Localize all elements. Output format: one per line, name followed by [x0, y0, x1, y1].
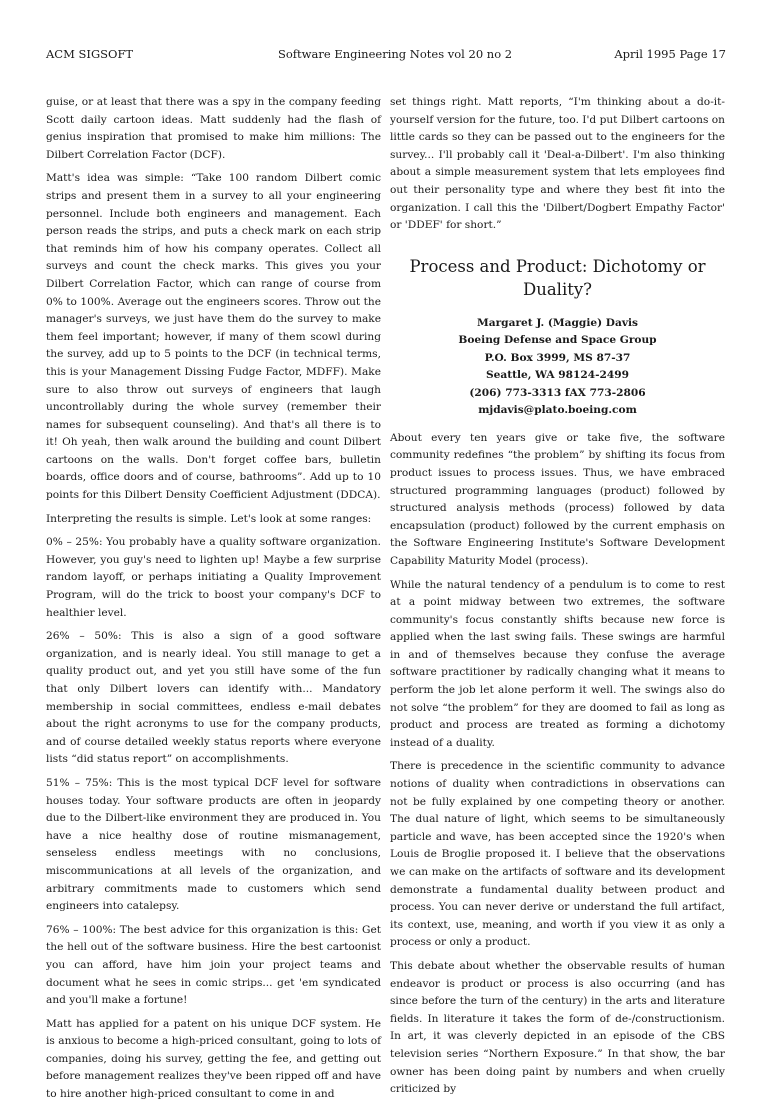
author-email: mjdavis@plato.boeing.com: [478, 404, 637, 417]
paragraph: Matt's idea was simple: “Take 100 random Dilbert comic strips and present them in a survey to all your engineering personnel. Include both engineers and management. Each person reads the strips, and puts a check mark on each strip that reminds him of how his company operates. Collect all surveys and count the check marks. This gives you your Dilbert Correlation Factor, which can range of course from 0% to 100%. Average out the engineers scores. Throw out the manager's surveys, we just have them do the survey to make them feel important; however, if many of them scowl during the survey, add up to 5 points to the DCF (in technical terms, this is your Management Dissing Fudge Factor, MDFF). Make sure to also throw out surveys of engineers that laugh uncontrollably during the whole survey (remember their names for subsequent counseling). And that's all there is to it! Oh yeah, then walk around the building and count Dilbert cartoons on the walls. Don't forget coffee bars, bulletin boards, office doors and of course, bathrooms”. Add up to 10 points for this Dilbert Density Coefficient Adjustment (DDCA).: [46, 172, 381, 502]
header-date-page: April 1995 Page 17: [614, 47, 726, 61]
paragraph: There is precedence in the scientific community to advance notions of duality when contradictions in observations can not be fully explained by one competing theory or another. The dual nature of light, which seems to be simultaneously particle and wave, has been accepted since the 1920's when Louis de Broglie proposed it. I believe that the observations we can make on the artifacts of software and its development demonstrate a fundamental duality between product and process. You can never derive or understand the full artifact, its context, use, meaning, and worth if you view it as only a process or only a product.: [390, 760, 725, 949]
author-city: Seattle, WA 98124-2499: [485, 369, 630, 382]
header-publication: Software Engineering Notes vol 20 no 2: [278, 47, 513, 61]
author-address: P.O. Box 3999, MS 87-37: [484, 351, 631, 364]
paragraph: This debate about whether the observable results of human endeavor is product or process is also occurring (and has since before the turn of the century) in the arts and literature fields. In literature it takes the form of de-/constructionism. In art, it was cleverly depicted in an episode of the CBS television series “Northern Exposure.” In that show, the bar owner has been doing paint by numbers and when cruelly criticized by: [390, 959, 725, 1096]
paragraph: While the natural tendency of a pendulum is to come to rest at a point midway between two extremes, the software community's focus constantly shifts because new force is applied when the last swing fails. These swings are harmful in and of themselves because they confuse the average software practitioner by radically changing what it means to perform the job let alone perform it well. The swings also do not solve “the problem” for they are doomed to fail as long as product and process are treated as forming a dichotomy instead of a duality.: [390, 578, 725, 749]
paragraph: guise, or at least that there was a spy in the company feeding Scott daily cartoon ideas. Matt suddenly had the flash of genius inspiration that promised to make him millions: The Dilbert Correlation Factor (DCF).: [46, 96, 381, 161]
paragraph: Matt has applied for a patent on his unique DCF system. He is anxious to become a high-priced consultant, going to lots of companies, doing his survey, getting the fee, and getting out before management realizes they've been ripped off and have to hire another high-priced consultant to come in and: [46, 1017, 381, 1101]
right-column: [390, 94, 725, 1105]
article-title: Process and Product: Dichotomy or Duality?: [409, 256, 706, 299]
author-organization: Boeing Defense and Space Group: [458, 334, 657, 347]
paragraph: set things right. Matt reports, “I'm thinking about a do-it-yourself version for the future, too. I'd put Dilbert cartoons on little cards so they can be passed out to the engineers for the survey... I'll probably call it 'Deal-a-Dilbert'. I'm also thinking about a simple measurement system that lets employees find out their personality type and where they best fit into the organization. I call this the 'Dilbert/Dogbert Empathy Factor' or 'DDEF' for short.”: [390, 96, 725, 232]
left-column: [46, 94, 381, 1110]
paragraph: 76% – 100%: The best advice for this organization is this: Get the hell out of the software business. Hire the best cartoonist you can afford, have him join your project teams and document what he sees in comic strips... get 'em syndicated and you'll make a fortune!: [46, 923, 381, 1007]
author-block: [390, 315, 725, 420]
author-name: Margaret J. (Maggie) Davis: [477, 316, 638, 329]
paragraph: 26% – 50%: This is also a sign of a good software organization, and is nearly ideal. You still manage to get a quality product out, and yet you still have some of the fun that only Dilbert lovers can identify with... Mandatory membership in social committees, endless e-mail debates about the right acronyms to use for the company products, and of course detailed weekly status reports where everyone lists “did status report” on accomplishments.: [46, 630, 381, 766]
header-journal: ACM SIGSOFT: [46, 47, 134, 61]
running-header: [46, 47, 726, 65]
paragraph: 0% – 25%: You probably have a quality software organization. However, you guy's need to lighten up! Maybe a few surprise random layoff, or perhaps initiating a Quality Improvement Program, will do the trick to boost your company's DCF to healthier level.: [46, 536, 381, 619]
paragraph: 51% – 75%: This is the most typical DCF level for software houses today. Your software products are often in jeopardy due to the Dilbert-like environment they are produced in. You have a nice healthy dose of routine mismanagement, senseless endless meetings with no conclusions, miscommunications at all levels of the organization, and arbitrary commitments made to customers which send engineers into catalepsy.: [46, 776, 381, 913]
author-phone: (206) 773-3313 fAX 773-2806: [469, 386, 646, 399]
paragraph: Interpreting the results is simple. Let's look at some ranges:: [46, 512, 372, 525]
paragraph: About every ten years give or take five, the software community redefines “the problem” by shifting its focus from product issues to process issues. Thus, we have embraced structured programming languages (product) followed by structured analysis methods (process) followed by data encapsulation (product) followed by the current emphasis on the Software Engineering Institute's Software Development Capability Maturity Model (process).: [390, 431, 725, 567]
